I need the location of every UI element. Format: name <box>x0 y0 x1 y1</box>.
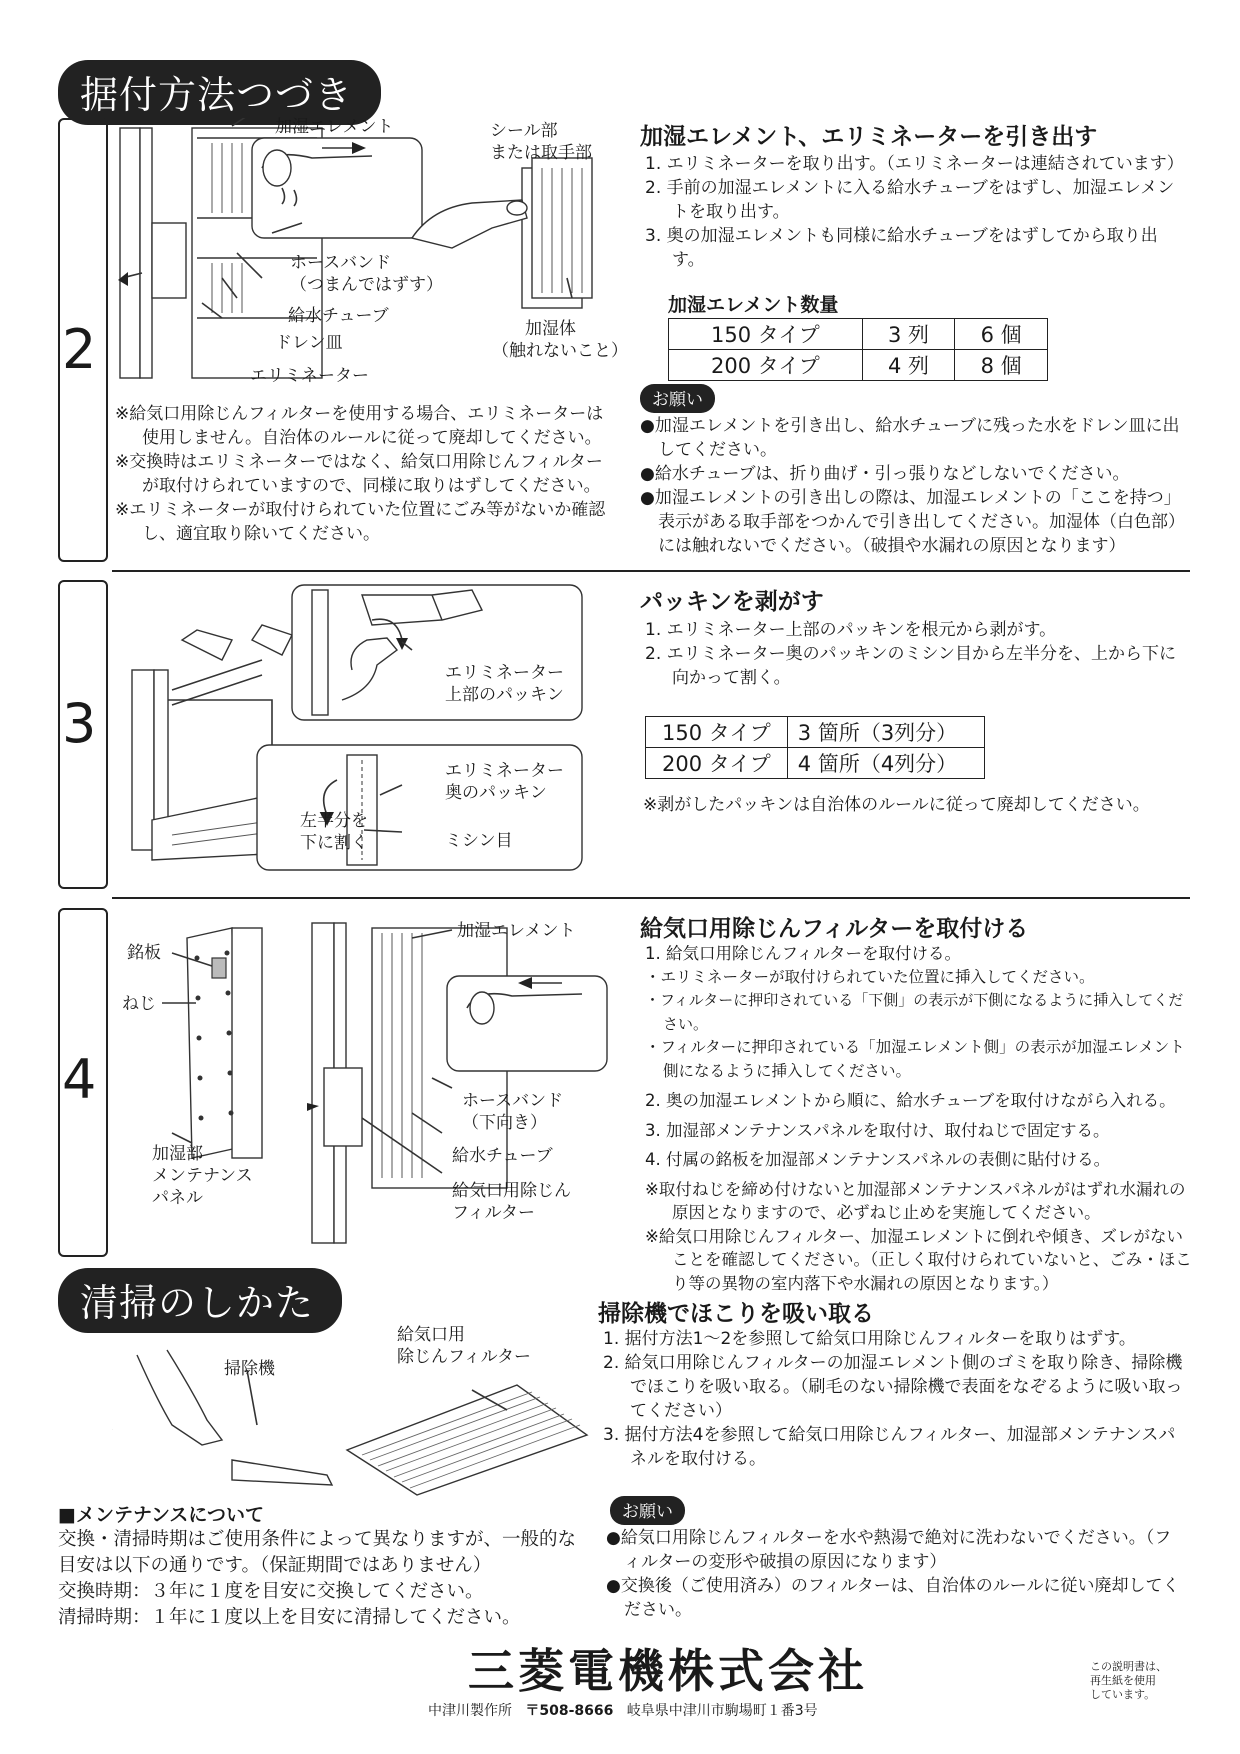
label-dust-filter-1: 給気口用除じん <box>452 1181 571 1201</box>
label-humidifying-body: 加湿体 <box>525 319 576 339</box>
label-hose-band-down: （下向き） <box>462 1113 547 1133</box>
request-item: ●給気口用除じんフィルターを水や熱湯で絶対に洗わないでください。（フィルターの変形や破損の原因になります） <box>606 1528 1172 1572</box>
cleaning-heading: 掃除機でほこりを吸い取る <box>598 1301 874 1327</box>
step-2-requests <box>640 414 1188 558</box>
step-2-instructions <box>645 152 1190 272</box>
company-logo-text: 三菱電機株式会社 <box>468 1644 868 1698</box>
maintenance-text <box>58 1527 578 1631</box>
quantity-table-title: 加湿エレメント数量 <box>668 294 839 316</box>
label-dust-filter-2: フィルター <box>452 1203 535 1223</box>
instruction: 2. 手前の加湿エレメントに入る給水チューブをはずし、加湿エレメントを取り出す。 <box>645 178 1175 222</box>
label-screw: ねじ <box>122 994 156 1014</box>
label-humidifier-element: 加湿エレメント <box>275 117 394 137</box>
label-humidifier-element: 加湿エレメント <box>457 921 576 941</box>
step-4-number: 4 <box>62 1048 97 1111</box>
instruction: 1. エリミネーターを取り出す。（エリミネーターは連結されています） <box>645 154 1184 174</box>
divider <box>112 897 1190 899</box>
step-4-instructions <box>645 942 1193 1295</box>
instruction: 3. 加湿部メンテナンスパネルを取付け、取付ねじで固定する。 <box>645 1120 1110 1140</box>
instruction: 1. エリミネーター上部のパッキンを根元から剥がす。 <box>645 620 1057 640</box>
label-eliminator: エリミネーター <box>250 366 369 386</box>
maintenance-line: 交換時期：３年に１度を目安に交換してください。 <box>58 1581 484 1602</box>
note: ※給気口用除じんフィルターを使用する場合、エリミネーターは使用しません。自治体のルールに従って廃却してください。 <box>115 404 604 448</box>
instruction: 3. 据付方法4を参照して給気口用除じんフィルター、加湿部メンテナンスパネルを取付ける。 <box>603 1425 1176 1469</box>
cleaning-requests <box>606 1526 1184 1622</box>
request-item: ●交換後（ご使用済み）のフィルターは、自治体のルールに従い廃却してください。 <box>606 1576 1180 1620</box>
note: ※エリミネーターが取付けられていた位置にごみ等がないか確認し、適宜取り除いてください。 <box>115 500 606 544</box>
divider <box>112 570 1190 572</box>
request-badge: お願い <box>640 384 715 413</box>
label-filter-1: 給気口用 <box>397 1325 465 1345</box>
table-row: 150 タイプ 3 箇所（3列分） <box>646 717 985 748</box>
request-badge: お願い <box>610 1496 685 1525</box>
step-3-heading: パッキンを剥がす <box>640 589 824 615</box>
step-3-note: ※剥がしたパッキンは自治体のルールに従って廃却してください。 <box>643 795 1150 815</box>
maintenance-line: 交換・清掃時期はご使用条件によって異なりますが、一般的な目安は以下の通りです。（保証期間ではありません） <box>58 1529 577 1576</box>
instruction: 3. 奥の加湿エレメントも同様に給水チューブをはずしてから取り出す。 <box>645 226 1158 270</box>
step-2-number: 2 <box>62 318 97 381</box>
instruction-sub: ・フィルターに押印されている「加湿エレメント側」の表示が加湿エレメント側になるように挿入してください。 <box>645 1038 1185 1080</box>
company-address <box>428 1700 818 1720</box>
section-title-installation: 据付方法つづき <box>58 60 381 125</box>
label-maintenance-panel-1: 加湿部 <box>152 1144 203 1164</box>
request-item: ●給水チューブは、折り曲げ・引っ張りなどしないでください。 <box>640 464 1130 484</box>
label-drain-pan: ドレン皿 <box>275 333 343 353</box>
label-maintenance-panel-3: パネル <box>152 1188 203 1208</box>
recycled-paper-note: この説明書は、 再生紙を使用 しています。 <box>1090 1660 1167 1701</box>
label-handle: または取手部 <box>490 143 592 163</box>
table-row: 200 タイプ 4 列 8 個 <box>669 350 1048 381</box>
instruction: 1. 据付方法1～2を参照して給気口用除じんフィルターを取りはずす。 <box>603 1329 1136 1349</box>
label-upper-packing: 上部のパッキン <box>445 685 564 705</box>
label-vacuum: 掃除機 <box>224 1359 275 1379</box>
instruction: 2. エリミネーター奥のパッキンのミシン目から左半分を、上から下に向かって割く。 <box>645 644 1177 688</box>
label-hose-band: ホースバンド <box>462 1091 564 1111</box>
packing-table <box>645 716 985 779</box>
label-eliminator: エリミネーター <box>445 663 564 683</box>
label-water-tube: 給水チューブ <box>288 306 389 326</box>
label-split-down: 下に割く <box>300 833 368 853</box>
maintenance-title: ■メンテナンスについて <box>58 1504 265 1526</box>
instruction: 2. 給気口用除じんフィルターの加湿エレメント側のゴミを取り除き、掃除機でほこりを吸い取る。（刷毛のない掃除機で表面をなぞるように吸い取ってください） <box>603 1353 1183 1421</box>
section-title-cleaning: 清掃のしかた <box>58 1268 342 1333</box>
instruction-sub: ・フィルターに押印されている「下側」の表示が下側になるように挿入してください。 <box>645 991 1184 1033</box>
label-back-packing: 奥のパッキン <box>445 783 547 803</box>
label-filter-2: 除じんフィルター <box>397 1347 531 1367</box>
cleaning-steps <box>603 1327 1183 1471</box>
instruction-sub: ・エリミネーターが取付けられていた位置に挿入してください。 <box>645 967 1095 986</box>
request-item: ●加湿エレメントの引き出しの際は、加湿エレメントの「ここを持つ」表示がある取手部をつかんで引き出してください。加湿体（白色部）には触れないでください。（破損や水漏れの原因となります） <box>640 488 1185 556</box>
step-2-notes <box>115 402 615 546</box>
quantity-table <box>668 318 1048 381</box>
label-hose-band: ホースバンド <box>290 253 392 273</box>
label-do-not-touch: （触れないこと） <box>492 341 628 361</box>
instruction: 2. 奥の加湿エレメントから順に、給水チューブを取付けながら入れる。 <box>645 1091 1176 1110</box>
postal-code: 〒508-8666 <box>525 1703 614 1719</box>
note: ※交換時はエリミネーターではなく、給気口用除じんフィルターが取付けられていますので、同様に取りはずしてください。 <box>115 452 603 496</box>
maintenance-line: 清掃時期：１年に１度以上を目安に清掃してください。 <box>58 1607 521 1628</box>
label-hose-band-note: （つまんではずす） <box>290 275 443 295</box>
factory-name: 中津川製作所 <box>428 1703 512 1719</box>
label-water-tube: 給水チューブ <box>452 1146 553 1166</box>
label-seal: シール部 <box>490 121 558 141</box>
request-item: ●加湿エレメントを引き出し、給水チューブに残った水をドレン皿に出してください。 <box>640 416 1180 460</box>
label-split-left: 左半分を <box>300 811 368 831</box>
caution-note: ※給気口用除じんフィルター、加湿エレメントに倒れや傾き、ズレがないことを確認してください。（正しく取付けられていないと、ごみ・ほこり等の異物の室内落下や水漏れの原因となります。） <box>645 1226 1192 1293</box>
caution-note: ※取付ねじを締め付けないと加湿部メンテナンスパネルがはずれ水漏れの原因となりますので、必ずねじ止めを実施してください。 <box>645 1179 1186 1222</box>
label-perforation: ミシン目 <box>445 831 513 851</box>
step-3-number: 3 <box>62 692 97 755</box>
label-nameplate: 銘板 <box>127 943 161 963</box>
instruction: 1. 給気口用除じんフィルターを取付ける。 <box>645 944 962 963</box>
label-maintenance-panel-2: メンテナンス <box>152 1166 253 1186</box>
step-4-heading: 給気口用除じんフィルターを取付ける <box>640 916 1029 942</box>
label-eliminator: エリミネーター <box>445 761 564 781</box>
instruction: 4. 付属の銘板を加湿部メンテナンスパネルの表側に貼付ける。 <box>645 1150 1111 1169</box>
step-2-heading: 加湿エレメント、エリミネーターを引き出す <box>640 124 1098 150</box>
table-row: 150 タイプ 3 列 6 個 <box>669 319 1048 350</box>
step-3-instructions <box>645 618 1190 690</box>
street-address: 岐阜県中津川市駒場町１番3号 <box>626 1703 818 1719</box>
table-row: 200 タイプ 4 箇所（4列分） <box>646 748 985 779</box>
